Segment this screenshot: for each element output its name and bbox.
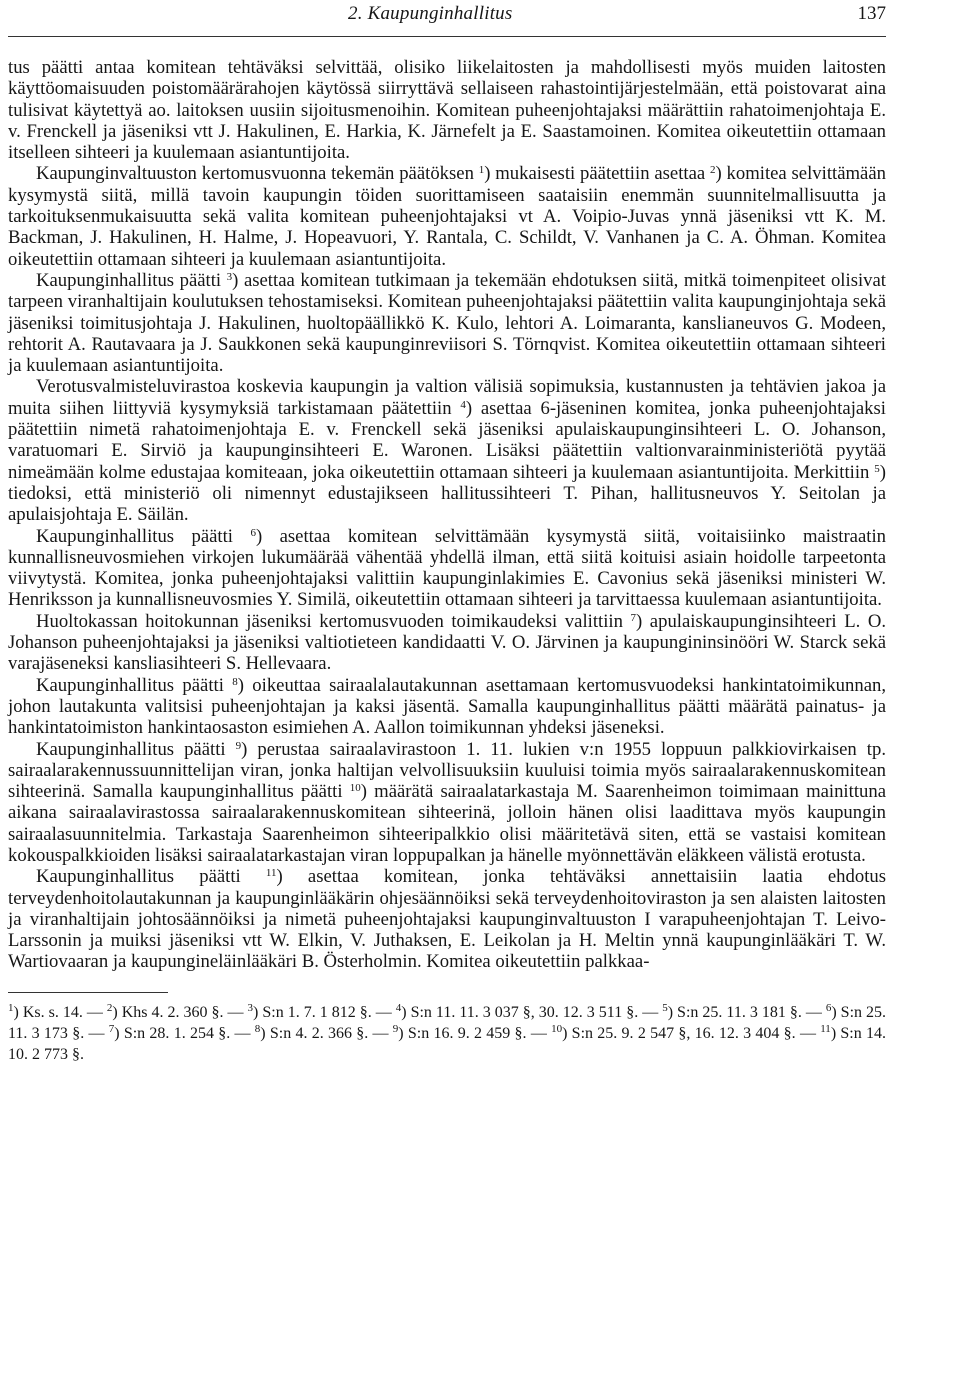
page-header	[8, 0, 886, 37]
page-number: 137	[857, 3, 886, 24]
text-run: ) Ks. s. 14. —	[13, 1003, 107, 1021]
text-run: tus päätti antaa komitean tehtäväksi selvittää, olisiko liikelaitosten ja mahdollisesti myös muiden laitosten käyttöomaisuuden poistomäärärahojen käytössä siirryttävä sellaiseen rahastointijärjestelmään, että poistovarat aina tulisivat käytettyä ao. laitoksen uusiin sijoitusmenoihin. Komitean puheenjohtajaksi määrättiin rahatoimenjohtaja E. v. Frenckell ja jäseniksi vtt J. Hakulinen, E. Harkia, K. Järnefelt ja E. Saastamoinen. Komitea oikeutettiin ottamaan itselleen sihteeri ja kuulemaan asiantuntijoita.	[8, 57, 886, 164]
footnote-ref: 2	[106, 1001, 113, 1014]
footnote-ref: 4	[460, 398, 466, 411]
footnote-ref: 10	[349, 782, 361, 795]
text-run: ) tiedoksi, että ministeriö oli nimennyt edustajikseen hallitussihteeri T. Pihan, hallitusneuvos Y. Seitolan ja apulaisjohtaja E. Säilän.	[8, 461, 886, 526]
text-run: Kaupunginhallitus päätti	[36, 525, 251, 547]
footnote-ref: 2	[710, 164, 716, 177]
text-run: Kaupunginhallitus päätti	[36, 738, 236, 760]
text-run: ) S:n 28. 1. 254 §. —	[114, 1024, 255, 1042]
paragraph	[8, 866, 886, 972]
text-run: Kaupunginhallitus päätti	[36, 866, 266, 888]
paragraph	[8, 57, 886, 163]
text-run: ) S:n 25. 11. 3 173 §. —	[8, 1003, 887, 1042]
text-run: ) S:n 16. 9. 2 459 §. —	[398, 1024, 552, 1042]
footnote-ref: 8	[232, 675, 238, 688]
footnote-ref: 7	[630, 611, 637, 624]
section-title: 2. Kaupunginhallitus	[348, 3, 513, 24]
paragraph	[8, 526, 886, 611]
footnotes	[8, 1002, 886, 1065]
body-text	[8, 57, 886, 973]
footnote-ref: 5	[874, 462, 880, 475]
footnote-ref: 11	[820, 1022, 831, 1035]
paragraph	[8, 376, 886, 525]
text-run: ) Khs 4. 2. 360 §. —	[112, 1003, 248, 1021]
text-run: ) asettaa komitean selvittämään kysymystä siitä, voitaisiinko maistraatin kunnallisneuvosmiehen virkojen lukumäärää vähentää yhdellä ilman, että siitä koituisi asiain hoidolle tarpeetonta viivytystä. Komitea, jonka puheenjohtajaksi valittiin kaupunginlakimies E. Cavonius sekä jäseniksi ministeri W. Henriksson ja kunnallisneuvosmies Y. Similä, oikeutettiin ottamaan sihteeri ja tarvittaessa kuulemaan asiantuntijoita.	[8, 525, 886, 611]
text-run: Kaupunginvaltuuston kertomusvuonna tekemän päätöksen	[36, 163, 479, 185]
text-run: ) oikeuttaa sairaalalautakunnan asettamaan kertomusvuodeksi hankintatoimikunnan, johon lautakunta valitsisi puheenjohtajan ja kaksi jäsentä. Samalla kaupunginhallitus päätti määrätä painatus- ja hankintatoimiston hankintaosaston esimiehen A. Aallon toimikunnan yhdeksi jäseneksi.	[8, 674, 886, 739]
text-run: ) mukaisesti päätettiin asettaa	[484, 163, 710, 185]
footnote-ref: 5	[662, 1001, 668, 1014]
footnote-ref: 6	[825, 1001, 832, 1014]
footnote-ref: 6	[250, 526, 256, 539]
footnote-ref: 7	[108, 1022, 115, 1035]
footnote-ref: 1	[8, 1001, 14, 1014]
footnote-ref: 11	[265, 867, 277, 880]
text-run: ) apulaiskaupunginsihteeri L. O. Johanson puheenjohtajaksi ja jäseniksi valtiotieteen kandidaatti V. O. Järvinen ja kaupungininsinööri W. Starck sekä varajäseneksi kansliasihteeri S. Hellevaara.	[8, 610, 887, 675]
text-run: Huoltokassan hoitokunnan jäseniksi kertomusvuoden toimikaudeksi valittiin	[36, 610, 631, 632]
footnote-divider	[8, 992, 168, 993]
text-run: Kaupunginhallitus päätti	[36, 674, 233, 696]
text-run: ) S:n 25. 9. 2 547 §, 16. 12. 3 404 §. —	[562, 1024, 821, 1042]
text-run: ) S:n 14. 10. 2 773 §.	[8, 1024, 887, 1063]
paragraph	[8, 739, 886, 867]
text-run: ) S:n 11. 11. 3 037 §, 30. 12. 3 511 §. —	[401, 1003, 663, 1021]
text-run: ) komitea selvittämään kysymystä siitä, millä tavoin kaupungin töiden suorittamiseen saataisiin enemmän suunnitelmallisuutta ja tarkoituksenmukaisuutta sekä valita komitean puheenjohtajaksi vt A. Voipio-Juvas ynnä jäseniksi vtt K. M. Backman, J. Hakulinen, H. Halme, J. Hopeavuori, Y. Rantala, C. Schildt, V. Vanhanen ja C. A. Öhman. Komitea oikeutettiin ottamaan sihteeri ja kuulemaan asiantuntijoita.	[8, 163, 886, 270]
text-run: ) S:n 4. 2. 366 §. —	[260, 1024, 393, 1042]
footnote-ref: 9	[392, 1022, 399, 1035]
text-run: ) S:n 1. 7. 1 812 §. —	[253, 1003, 396, 1021]
text-run: ) asettaa komitean, jonka tehtäväksi annettaisiin laatia ehdotus terveydenhoitolautakunnan ja kaupunginlääkärin ohjesäännöiksi sekä terveydenhoitoviraston ja sen alaisten laitosten ja viranhaltijain johtosäännöiksi ja nimetä puheenjohtajaksi kaupunginvaltuuston I varapuheenjohtajan T. Leivo-Larssonin ja muiksi jäseniksi vtt W. Elkin, V. Juthaksen, E. Leikolan ja H. Meltin ynnä kaupunginlääkäri T. W. Wartiovaaran ja kaupungineläinlääkäri B. Österholmin. Komitea oikeutettiin palkkaa-	[8, 866, 886, 973]
text-run: Kaupunginhallitus päätti	[36, 269, 227, 291]
text-run: Verotusvalmisteluvirastoa koskevia kaupungin ja valtion välisiä sopimuksia, kustannusten ja tehtävien jakoa ja muita siihen liittyviä kysymyksiä tarkistamaan päätettiin	[8, 376, 886, 419]
paragraph	[8, 270, 886, 376]
footnote-ref: 3	[226, 270, 233, 283]
text-run: ) määrätä sairaalatarkastaja M. Saarenheimon toimimaan mainittuna aikana sairaalavirastossa sairaalarakennuskomitean sihteerinä, jolloin hänen olisi laadittava myös kaupungin sairaalasuunnitelmia. Tarkastaja Saarenheimon sihteeripalkkio olisi määritetävä siten, että se vastaisi komitean kokouspalkkioiden lisäksi sairaalatarkastajan viran loppupalkan ja hänelle myönnettävän eläkkeen välistä erotusta.	[8, 781, 886, 866]
footnote-ref: 4	[395, 1001, 402, 1014]
text-run: ) perustaa sairaalavirastoon 1. 11. lukien v:n 1955 loppuun palkkiovirkaisen tp. sairaalarakennussuunnittelijan viran, jonka haltijan velvollisuuksiin kuuluisi toimia myös sairaalarakennuskomitean sihteerinä. Samalla kaupunginhallitus päätti	[8, 738, 887, 803]
paragraph	[8, 675, 886, 739]
text-run: ) asettaa komitean tutkimaan ja tekemään ehdotuksen siitä, mitkä toimenpiteet olisivat tarpeen viranhaltijain koulutuksen tehostamiseksi. Komitean puheenjohtajaksi päätettiin valita kaupunginjohtaja sekä jäseniksi toimitusjohtaja J. Hakulinen, huoltopäällikkö K. Kulo, lehtori A. Loimaranta, kanslianeuvos G. Modeen, rehtorit A. Rautavaara ja J. Saukkonen sekä kaupunginreviisori S. Törnqvist. Komitea oikeutettiin ottamaan sihteeri ja kuulemaan asiantuntijoita.	[8, 269, 886, 377]
paragraph	[8, 611, 886, 675]
footnote-ref: 9	[235, 739, 242, 752]
text-run: ) asettaa 6-jäseninen komitea, jonka puheenjohtajaksi päätettiin nimetä rahatoimenjohtaja E. v. Frenckell sekä jäseniksi apulaiskaupunginsihteeri L. O. Johanson, varatuomari E. Sirviö ja kaupunginsihteeri E. Waronen. Lisäksi päätettiin valtionvarainministeriötä pyytää nimeämään kolme edustajaa komiteaan, joka oikeutettiin ottamaan sihteeri ja kuulemaan asiantuntijoita. Merkittiin	[8, 397, 886, 483]
footnote-ref: 3	[247, 1001, 254, 1014]
footnote-ref: 1	[478, 164, 485, 177]
text-run: ) S:n 25. 11. 3 181 §. —	[667, 1003, 826, 1021]
document-page	[8, 0, 886, 1065]
footnote-ref: 8	[254, 1022, 261, 1035]
paragraph	[8, 163, 886, 269]
footnote-ref: 10	[551, 1022, 563, 1035]
